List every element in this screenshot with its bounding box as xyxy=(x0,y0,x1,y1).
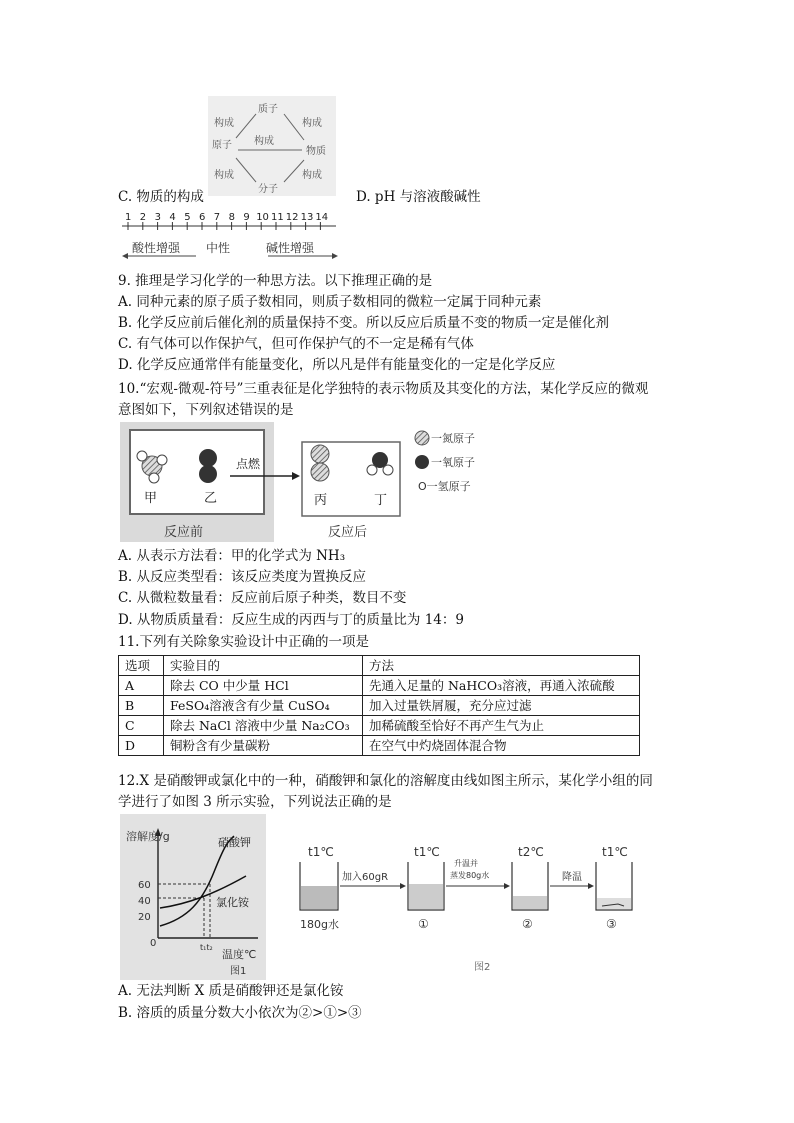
ph-scale xyxy=(118,210,340,266)
table-cell: 先通入足量的 NaHCO₃溶液，再通入浓硫酸 xyxy=(363,676,640,696)
legend-hydrogen: O一氢原子 xyxy=(418,480,471,493)
fig1-caption: 图1 xyxy=(230,966,247,977)
ph-tick-label: 10 xyxy=(256,212,269,223)
fig2-step1: 加入60gR xyxy=(342,872,389,883)
ph-tick-label: 7 xyxy=(213,212,221,223)
q10-stem-line1: 10.“宏观-微观-符号”三重表征是化学独特的表示物质及其变化的方法，某化学反应的微观 xyxy=(118,381,649,397)
ph-acid-label: 酸性增强 xyxy=(132,241,181,255)
table-row xyxy=(119,736,640,756)
q9-option-b: B. 化学反应前后催化剂的质量保持不变。所以反应后质量不变的物质一定是催化剂 xyxy=(118,315,610,331)
fig2-label-1: ① xyxy=(418,917,429,931)
fig1-ytick: 60 xyxy=(138,880,151,891)
ph-tick-label: 5 xyxy=(184,212,191,223)
label-condition: 点燃 xyxy=(236,457,261,471)
ph-neutral-label: 中性 xyxy=(206,241,231,255)
table-cell: FeSO₄溶液含有少量 CuSO₄ xyxy=(164,696,363,716)
q8-option-c: C. 物质的构成 xyxy=(118,189,204,205)
fig1-ytick: 40 xyxy=(138,896,151,907)
ph-base-label: 碱性增强 xyxy=(266,241,315,255)
table-cell: 在空气中灼烧固体混合物 xyxy=(363,736,640,756)
fig2-label-2: ② xyxy=(522,917,533,931)
table-cell: 加稀硫酸至恰好不再产生气为止 xyxy=(363,716,640,736)
fig1-curve2-label: 氯化铵 xyxy=(216,896,249,909)
table-row xyxy=(119,716,640,736)
fig1-ylabel: 溶解度/g xyxy=(126,830,170,843)
ph-tick-label: 9 xyxy=(243,212,250,223)
ph-tick-label: 4 xyxy=(169,212,176,223)
q10-option-a: A. 从表示方法看：甲的化学式为 NH₃ xyxy=(118,548,346,564)
table-cell: A xyxy=(119,676,164,696)
table-header: 选项 xyxy=(119,656,164,676)
solubility-figures xyxy=(118,814,638,980)
label-before: 反应前 xyxy=(164,525,204,540)
table-row xyxy=(119,696,640,716)
diagram-edge-label: 构成 xyxy=(214,118,234,129)
table-header: 方法 xyxy=(363,656,640,676)
table-header-row xyxy=(119,656,640,676)
fig1-xticks: t₁t₂ xyxy=(200,943,213,952)
table-row xyxy=(119,676,640,696)
table-cell: B xyxy=(119,696,164,716)
label-bing: 丙 xyxy=(314,493,328,508)
table-cell: 除去 NaCl 溶液中少量 Na₂CO₃ xyxy=(164,716,363,736)
fig2-t2: t2℃ xyxy=(518,845,544,859)
ph-tick-label: 2 xyxy=(139,212,147,223)
ph-tick-label: 14 xyxy=(315,212,329,223)
diagram-node-left: 原子 xyxy=(212,140,232,151)
q9-option-a: A. 同种元素的原子质子数相同，则质子数相同的微粒一定属于同种元素 xyxy=(118,294,542,310)
diagram-edge-label: 构成 xyxy=(254,136,274,147)
table-cell: 除去 CO 中少量 HCl xyxy=(164,676,363,696)
diagram-edge-label: 构成 xyxy=(214,170,234,181)
solubility-figures-graphic xyxy=(118,814,638,980)
fig2-step3: 降温 xyxy=(562,872,582,883)
label-yi: 乙 xyxy=(204,491,218,506)
fig2-step2b: 蒸发80g水 xyxy=(450,871,490,880)
q8-option-d: D. pH 与溶液酸碱性 xyxy=(356,189,481,205)
composition-arrows xyxy=(208,96,336,196)
ph-scale-graphic xyxy=(118,210,340,266)
matter-composition-diagram xyxy=(208,96,336,196)
q12-option-b: B. 溶质的质量分数大小依次为②>①>③ xyxy=(118,1005,362,1021)
ph-tick-label: 6 xyxy=(199,212,206,223)
table-cell: C xyxy=(119,716,164,736)
reaction-diagram-graphic xyxy=(118,420,498,544)
q9-option-d: D. 化学反应通常伴有能量变化，所以凡是伴有能量变化的一定是化学反应 xyxy=(118,357,556,373)
fig1-ytick: 20 xyxy=(138,912,151,923)
q10-option-b: B. 从反应类型看：该反应类度为置换反应 xyxy=(118,569,367,585)
ph-tick-label: 11 xyxy=(271,212,284,223)
table-cell: 加入过量铁屑履，充分应过滤 xyxy=(363,696,640,716)
q11-stem: 11.下列有关除象实验设计中正确的一项是 xyxy=(118,634,369,650)
ph-tick-label: 3 xyxy=(154,212,161,223)
q9-option-c: C. 有气体可以作保护气，但可作保护气的不一定是稀有气体 xyxy=(118,336,474,352)
legend-oxygen: 一氧原子 xyxy=(431,456,475,469)
fig1-ytick: 0 xyxy=(150,938,157,949)
fig2-caption: 图2 xyxy=(474,962,491,973)
label-jia: 甲 xyxy=(144,491,158,506)
diagram-edge-label: 构成 xyxy=(302,118,322,129)
q10-stem-line2: 意图如下，下列叙述错误的是 xyxy=(118,402,294,418)
table-header: 实验目的 xyxy=(164,656,363,676)
q12-stem-line2: 学进行了如图 3 所示实验，下列说法正确的是 xyxy=(118,794,392,810)
q9-stem: 9. 推理是学习化学的一种思方法。以下推理正确的是 xyxy=(118,273,433,289)
label-after: 反应后 xyxy=(328,525,368,540)
fig1-curve1-label: 硝酸钾 xyxy=(218,836,251,849)
diagram-node-top: 质子 xyxy=(258,104,278,115)
fig1-xlabel: 温度℃ xyxy=(222,948,257,961)
q12-stem-line1: 12.X 是硝酸钾或氯化中的一种，硝酸钾和氯化的溶解度由线如图主所示，某化学小组的同 xyxy=(118,773,653,789)
label-ding: 丁 xyxy=(374,493,388,508)
fig2-water: 180g水 xyxy=(300,918,339,931)
ph-tick-label: 12 xyxy=(285,212,299,223)
q12-option-a: A. 无法判断 X 质是硝酸钾还是氯化铵 xyxy=(118,983,344,999)
ph-tick-label: 1 xyxy=(125,212,132,223)
fig2-t1: t1℃ xyxy=(308,845,334,859)
q11-table xyxy=(118,655,640,756)
fig2-t1b: t1℃ xyxy=(414,845,440,859)
ph-tick-label: 8 xyxy=(228,212,235,223)
fig2-t1c: t1℃ xyxy=(602,845,628,859)
q10-option-d: D. 从物质质量看：反应生成的丙西与丁的质量比为 14：9 xyxy=(118,612,464,628)
ph-tick-label: 13 xyxy=(300,212,314,223)
diagram-edge-label: 构成 xyxy=(302,170,322,181)
fig2-label-3: ③ xyxy=(606,917,617,931)
table-cell: 铜粉含有少量碳粉 xyxy=(164,736,363,756)
legend-nitrogen: 一氮原子 xyxy=(431,432,475,445)
table-cell: D xyxy=(119,736,164,756)
q10-option-c: C. 从微粒数量看：反应前后原子种类，数目不变 xyxy=(118,590,407,606)
fig2-step2a: 升温并 xyxy=(454,859,478,868)
reaction-micro-diagram xyxy=(118,420,498,544)
diagram-node-right: 物质 xyxy=(306,146,326,157)
diagram-node-bottom: 分子 xyxy=(258,184,278,195)
